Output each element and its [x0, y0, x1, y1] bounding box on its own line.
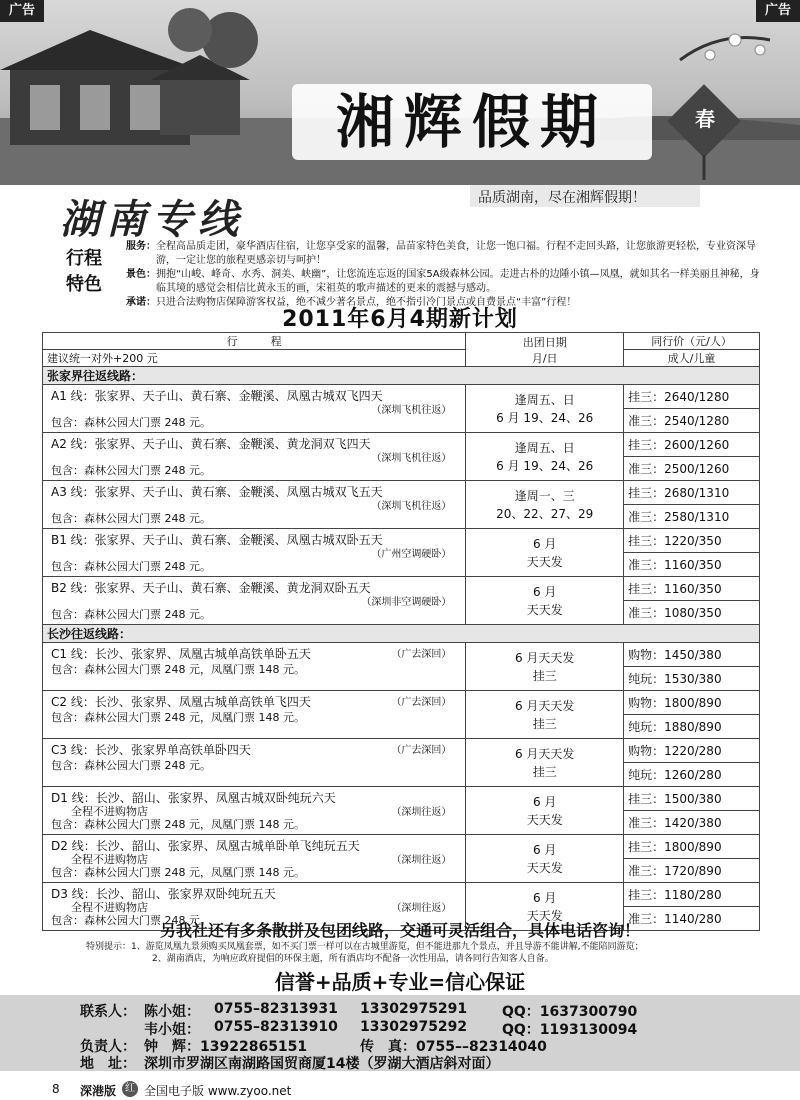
route-include: 包含：森林公园大门票 248 元。 [51, 759, 211, 772]
route-price: 准三：2540/1280 [624, 409, 760, 433]
contact-mobile: 13302975291 [360, 1001, 468, 1017]
route-price: 挂三：2640/1280 [624, 385, 760, 409]
table-row [43, 691, 760, 715]
address: 深圳市罗湖区南湖路国贸商厦14楼（罗湖大酒店斜对面） [144, 1056, 500, 1072]
manager-label: 负责人： [80, 1039, 136, 1055]
route-cell [43, 739, 466, 787]
route-price: 购物：1450/380 [624, 643, 760, 667]
feature-item [126, 240, 766, 268]
route-name: C1 线：长沙、张家界、凤凰古城单高铁单卧五天 [51, 647, 311, 661]
route-transport: （深圳飞机往返） [371, 405, 452, 416]
route-price: 纯玩：1260/280 [624, 763, 760, 787]
route-date-line: 天天发 [526, 554, 563, 569]
edition: 深港版 [80, 1084, 117, 1098]
features-label-top: 行程 [66, 248, 102, 269]
address-label: 地 址： [80, 1056, 136, 1072]
contact-mobile: 13302975292 [360, 1019, 468, 1035]
route-date [466, 481, 624, 529]
header-price-sub: 成人/儿童 [624, 350, 760, 367]
feature-text: 拥抱“山峻、峰奇、水秀、洞美、峡幽”，让您流连忘返的国家5A级森林公园。走进古朴的边陲小镇—凤凰，就如其名一样美丽且神秘，身临其境的感觉会相信比黄永玉的画，宋祖英的歌声描述的更来的震撼与感动。 [156, 269, 760, 294]
route-date-line: 天天发 [526, 812, 563, 827]
red-mark-icon: 红 [122, 1081, 138, 1097]
table-header-row [43, 350, 760, 367]
table-row [43, 385, 760, 409]
header-date [466, 333, 624, 367]
table-row [43, 883, 760, 907]
header-price: 同行价（元/人） [624, 333, 760, 350]
features-list [126, 240, 766, 310]
route-info [47, 385, 461, 432]
route-include: 包含：森林公园大门票 248 元。 [51, 512, 211, 525]
route-include: 包含：森林公园大门票 248 元，凤凰门票 148 元。 [51, 866, 305, 879]
route-cell [43, 385, 466, 433]
route-date-line: 挂三 [532, 764, 557, 779]
route-date [466, 835, 624, 883]
table-row [43, 787, 760, 811]
contact-name: 韦小姐： [144, 1022, 200, 1038]
route-date-line: 挂三 [532, 716, 557, 731]
route-date-line: 6 月 [532, 536, 557, 551]
section-row [43, 367, 760, 385]
contact-tel: 0755–82313931 [214, 1001, 338, 1017]
notice-text: 另我社还有多条散拼及包团线路，交通可灵活组合，具体电话咨询！ [159, 921, 640, 940]
route-price: 准三：1720/890 [624, 859, 760, 883]
route-info [47, 433, 461, 480]
route-cell [43, 481, 466, 529]
manager: 钟 辉：13922865151 [144, 1039, 308, 1055]
route-date-line: 6 月 19、24、26 [496, 458, 594, 473]
header-date-sub: 月/日 [531, 351, 558, 365]
route-transport: （广去深回） [391, 697, 452, 708]
page-number: 8 [52, 1082, 60, 1096]
route-date [466, 739, 624, 787]
feature-key: 景色： [126, 269, 156, 280]
route-transport: （深圳往返） [391, 807, 452, 818]
route-cell [43, 643, 466, 691]
route-price: 购物：1800/890 [624, 691, 760, 715]
table-row [43, 577, 760, 601]
line-title: 湖南专线 [60, 196, 244, 243]
route-name: D3 线：长沙、韶山、张家界双卧纯玩五天 [51, 887, 276, 901]
website: 全国电子版 www.zyoo.net [144, 1084, 292, 1098]
route-info [47, 787, 461, 834]
route-price: 准三：2500/1260 [624, 457, 760, 481]
tree-icon [202, 12, 258, 68]
route-include: 包含：森林公园大门票 248 元，凤凰门票 148 元。 [51, 818, 305, 831]
contact-panel [0, 995, 800, 1071]
route-include: 包含：森林公园大门票 248 元。 [51, 914, 211, 927]
route-date [466, 577, 624, 625]
route-price: 购物：1220/280 [624, 739, 760, 763]
route-date-line: 天天发 [526, 860, 563, 875]
route-price: 挂三：1500/380 [624, 787, 760, 811]
route-price: 挂三：1220/350 [624, 529, 760, 553]
route-name: A3 线：张家界、天子山、黄石寨、金鞭溪、凤凰古城双飞五天 [51, 485, 383, 499]
feature-item [126, 268, 766, 296]
header-route: 行 程 [43, 333, 466, 350]
route-date [466, 691, 624, 739]
route-date [466, 529, 624, 577]
header-date-title: 出团日期 [522, 335, 567, 349]
route-info [47, 529, 461, 576]
route-price: 准三：1160/350 [624, 553, 760, 577]
route-name: A1 线：张家界、天子山、黄石寨、金鞭溪、凤凰古城双飞四天 [51, 389, 383, 403]
route-info [47, 577, 461, 624]
route-info [47, 835, 461, 882]
route-price: 准三：1420/380 [624, 811, 760, 835]
tips [86, 941, 766, 965]
table-row [43, 835, 760, 859]
route-name: B2 线：张家界、天子山、黄石寨、金鞭溪、黄龙洞双卧五天 [51, 581, 371, 595]
route-price: 挂三：1160/350 [624, 577, 760, 601]
route-info [47, 481, 461, 528]
route-date [466, 643, 624, 691]
route-date-line: 6 月 [532, 842, 557, 857]
route-price: 准三：1080/350 [624, 601, 760, 625]
table-header-row [43, 333, 760, 350]
route-price: 纯玩：1880/890 [624, 715, 760, 739]
route-price: 准三：2580/1310 [624, 505, 760, 529]
table-row [43, 481, 760, 505]
route-cell [43, 787, 466, 835]
route-price: 挂三：1800/890 [624, 835, 760, 859]
route-include: 包含：森林公园大门票 248 元。 [51, 416, 211, 429]
route-info [47, 739, 461, 786]
section-title: 长沙往返线路： [43, 625, 760, 643]
features-label [66, 246, 116, 298]
features-label-bottom: 特色 [66, 274, 102, 295]
section-row [43, 625, 760, 643]
route-cell [43, 529, 466, 577]
route-name: B1 线：张家界、天子山、黄石寨、金鞭溪、凤凰古城双卧五天 [51, 533, 383, 547]
route-name: D1 线：长沙、韶山、张家界、凤凰古城双卧纯玩六天 [51, 791, 336, 805]
route-name: C3 线：长沙、张家界单高铁单卧四天 [51, 743, 251, 757]
route-date-line: 逢周一、三 [514, 488, 575, 503]
route-price: 准三：1140/280 [624, 907, 760, 931]
route-date-line: 6 月 19、24、26 [496, 410, 594, 425]
route-include: 包含：森林公园大门票 248 元，凤凰门票 148 元。 [51, 711, 305, 724]
route-price: 挂三：1180/280 [624, 883, 760, 907]
route-info [47, 691, 461, 738]
brand-title: 湘辉假期 [292, 84, 652, 160]
contact-label: 联系人： [80, 1004, 136, 1020]
route-price: 纯玩：1530/380 [624, 667, 760, 691]
route-transport: （深圳飞机往返） [371, 453, 452, 464]
route-info [47, 643, 461, 690]
route-date-line: 天天发 [526, 602, 563, 617]
route-cell [43, 433, 466, 481]
header-banner [0, 0, 800, 185]
route-include: 包含：森林公园大门票 248 元，凤凰门票 148 元。 [51, 663, 305, 676]
route-transport: （深圳往返） [391, 903, 452, 914]
brand-slogan: 品质湖南，尽在湘辉假期！ [478, 190, 646, 206]
contact-qq: QQ：1193130094 [502, 1022, 638, 1038]
route-date-line: 6 月天天发 [514, 650, 575, 665]
route-date-line: 6 月 [532, 890, 557, 905]
feature-text: 只进合法购物店保障游客权益，绝不减少著名景点，绝不指引冷门景点或自费景点“丰富”行程！ [156, 297, 577, 308]
route-date-line: 6 月天天发 [514, 746, 575, 761]
table-row [43, 529, 760, 553]
route-transport: （深圳非空调硬卧） [361, 597, 452, 608]
route-transport: （广去深回） [391, 745, 452, 756]
route-date [466, 385, 624, 433]
spring-badge: 春 [695, 107, 715, 131]
feature-text: 全程高品质走团，豪华酒店住宿，让您享受家的温馨，品苗家特色美食，让您一饱口福。行程不走回头路，让您旅游更轻松，专业资深导游，一定让您的旅程更感亲切与呵护！ [156, 241, 756, 266]
route-date [466, 787, 624, 835]
table-row [43, 433, 760, 457]
route-note: 全程不进购物店 [71, 805, 148, 818]
route-date-line: 挂三 [532, 668, 557, 683]
route-table-body [43, 333, 760, 931]
route-transport: （深圳往返） [391, 855, 452, 866]
contact-name: 陈小姐： [144, 1004, 200, 1020]
route-price: 挂三：2680/1310 [624, 481, 760, 505]
route-name: C2 线：长沙、张家界、凤凰古城单高铁单飞四天 [51, 695, 311, 709]
route-include: 包含：森林公园大门票 248 元。 [51, 464, 211, 477]
route-price: 挂三：2600/1260 [624, 433, 760, 457]
motto: 信誉+品质+专业=信心保证 [274, 970, 526, 994]
route-transport: （广去深回） [391, 649, 452, 660]
route-transport: （广州空调硬卧） [371, 549, 452, 560]
feature-key: 服务： [126, 241, 156, 252]
route-include: 包含：森林公园大门票 248 元。 [51, 560, 211, 573]
feature-key: 承诺： [126, 297, 156, 308]
route-name: A2 线：张家界、天子山、黄石寨、金鞭溪、黄龙洞双飞四天 [51, 437, 371, 451]
ad-label-left: 广告 [0, 0, 44, 22]
header-suggest: 建议统一对外+200 元 [43, 350, 466, 367]
tip-line: 特别提示：1、游览凤凰九景须购买凤凰套票，如不买门票一样可以在古城里游览，但不能进那九个景点，并且导游不能讲解,不能陪同游览； [86, 942, 644, 952]
route-name: D2 线：长沙、韶山、张家界、凤凰古城单卧单飞纯玩五天 [51, 839, 360, 853]
ad-label-right: 广告 [756, 0, 800, 22]
route-date-line: 6 月 [532, 584, 557, 599]
route-date-line: 20、22、27、29 [496, 506, 594, 521]
table-row [43, 643, 760, 667]
route-transport: （深圳飞机往返） [371, 501, 452, 512]
section-title: 张家界往返线路： [43, 367, 760, 385]
contact-tel: 0755–82313910 [214, 1019, 338, 1035]
route-date [466, 433, 624, 481]
route-cell [43, 835, 466, 883]
tip-line: 2、湖南酒店，为响应政府提倡的环保主题，所有酒店均不配备一次性用品，请各同行告知客人自备。 [152, 954, 554, 964]
route-note: 全程不进购物店 [71, 853, 148, 866]
route-note: 全程不进购物店 [71, 901, 148, 914]
route-date-line: 天天发 [526, 908, 563, 923]
route-date-line: 6 月 [532, 794, 557, 809]
route-include: 包含：森林公园大门票 248 元。 [51, 608, 211, 621]
fax: 传 真：0755––82314040 [360, 1039, 547, 1055]
route-table [42, 332, 760, 931]
table-row [43, 739, 760, 763]
contact-qq: QQ：1637300790 [502, 1004, 638, 1020]
plan-title: 2011年6月4期新计划 [282, 307, 518, 332]
route-date-line: 逢周五、日 [514, 392, 575, 407]
route-cell [43, 577, 466, 625]
route-date-line: 6 月天天发 [514, 698, 575, 713]
route-date-line: 逢周五、日 [514, 440, 575, 455]
route-cell [43, 691, 466, 739]
page-footer [0, 1078, 800, 1100]
